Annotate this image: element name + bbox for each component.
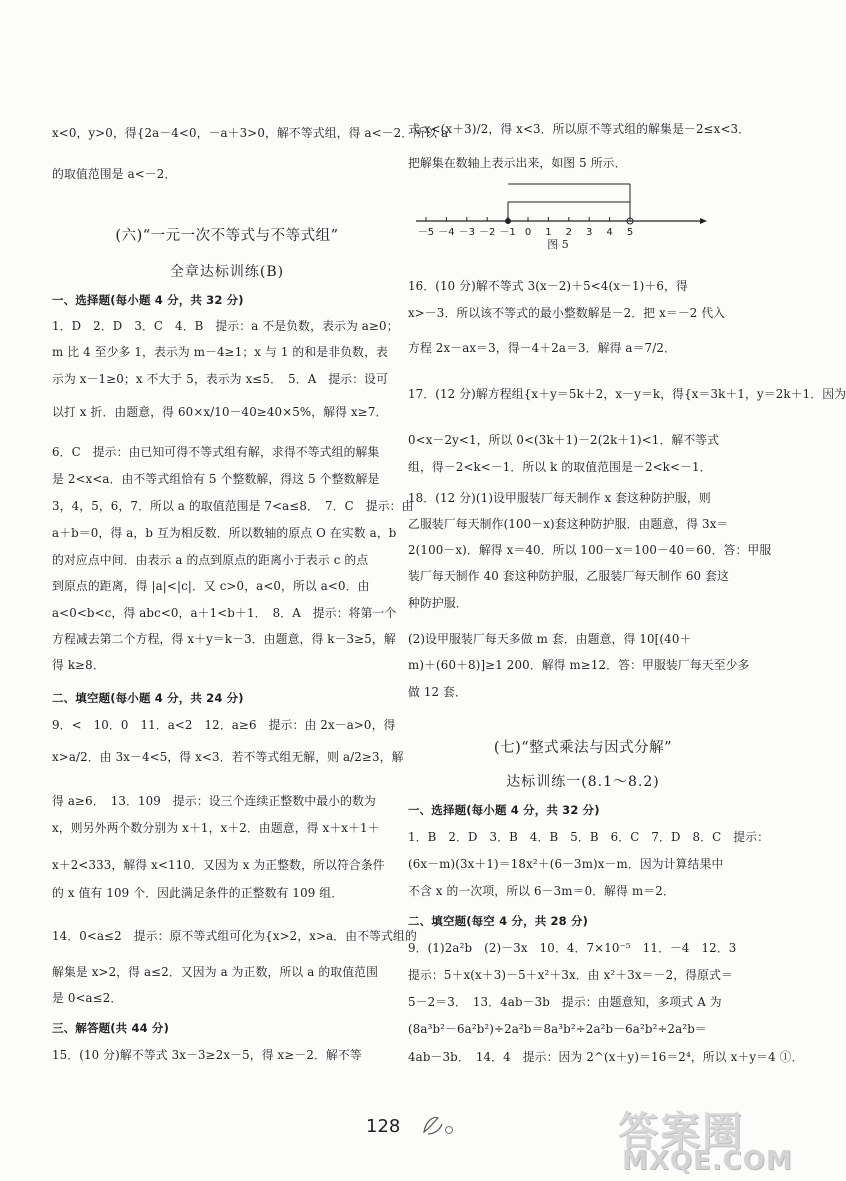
text-line: 以打 x 折．由题意，得 60×x/10－40≥40×5%，解得 x≥7． <box>52 405 388 419</box>
text-line: 示为 x－1≥0；x 不大于 5，表示为 x≤5． 5．A 提示：设可 <box>52 372 389 386</box>
text-line: m 比 4 至少多 1，表示为 m－4≥1；x 与 1 的和是非负数，表 <box>52 345 388 359</box>
text-line: 18．(12 分)(1)设甲服装厂每天制作 x 套这种防护服，则 <box>408 491 711 505</box>
tick-marks <box>426 217 630 221</box>
tick-label: －2 <box>479 227 496 238</box>
tick-label: －4 <box>438 227 455 238</box>
text-line: 种防护服． <box>408 596 468 610</box>
text-line: 解集是 x>2，得 a≤2．又因为 a 为正数，所以 a 的取值范围 <box>52 965 379 979</box>
text-line: 提示：5＋x(x＋3)－5＋x²＋3x．由 x²＋3x＝－2，得原式＝ <box>408 968 733 982</box>
text-line: x>－3．所以该不等式的最小整数解是－2．把 x＝－2 代入 <box>408 306 726 320</box>
text-line: 9．(1)2a²b (2)－3x 10．4．7×10⁻⁵ 11．－4 12．3 <box>408 941 737 955</box>
text-line: 是 0<a≤2． <box>52 991 123 1005</box>
leaf-ornament-icon <box>420 1112 456 1138</box>
tick-label: －3 <box>458 227 475 238</box>
text-line: 4ab－3b． 14．4 提示：因为 2^(x＋y)＝16＝2⁴，所以 x＋y＝4 ①． <box>408 1050 804 1064</box>
section-heading: (六)“一元一次不等式与不等式组” <box>115 228 339 244</box>
watermark-text: 答案圈 <box>618 1109 744 1155</box>
text-line: 式 x<(x＋3)/2，得 x<3．所以原不等式组的解集是－2≤x<3． <box>408 122 751 136</box>
text-line: 组，得－2<k<－1．所以 k 的取值范围是－2<k<－1． <box>408 460 712 474</box>
tick-label: －5 <box>417 227 435 238</box>
tick-label: －1 <box>499 227 516 238</box>
question-type-heading: 二、填空题(每小题 4 分，共 24 分) <box>52 691 244 705</box>
text-line: 16．(10 分)解不等式 3(x－2)＋5<4(x－1)＋6，得 <box>408 279 688 293</box>
text-line: 的对应点中间．由表示 a 的点到原点的距离小于表示 c 的点 <box>52 553 369 567</box>
question-type-heading: 一、选择题(每小题 4 分，共 32 分) <box>408 803 600 817</box>
text-line: 17．(12 分)解方程组{x＋y＝5k＋2，x－y＝k，得{x＝3k＋1，y＝2k＋1．因为 <box>408 387 846 401</box>
text-line: 把解集在数轴上表示出来，如图 5 所示． <box>408 156 627 170</box>
text-line: 方程减去第二个方程，得 x＋y＝k－3．由题意，得 k－3≥5，解 <box>52 632 396 646</box>
text-line: 9．< 10．0 11．a<2 12．a≥6 提示：由 2x－a>0，得 <box>52 718 396 732</box>
text-line: 0<x－2y<1，所以 0<(3k＋1)－2(2k＋1)<1．解不等式 <box>408 433 720 447</box>
text-line: x＋2<333，解得 x<110．又因为 x 为正整数，所以符合条件 <box>52 858 385 872</box>
section-subheading: 达标训练一(8.1～8.2) <box>506 774 660 790</box>
question-type-heading: 三、解答题(共 44 分) <box>52 1021 169 1035</box>
text-line: 方程 2x－ax＝3，得－4＋2a＝3．解得 a＝7/2． <box>408 341 676 355</box>
section-heading: (七)“整式乘法与因式分解” <box>493 740 673 756</box>
text-line: 5－2＝3． 13．4ab－3b 提示：由题意知，多项式 A 为 <box>408 995 722 1009</box>
text-line: 2(100－x)．解得 x＝40．所以 100－x＝100－40＝60．答：甲服 <box>408 543 772 557</box>
text-line: m)＋(60＋8)]≥1 200．解得 m≥12．答：甲服装厂每天至少多 <box>408 658 750 672</box>
text-line: 1．B 2．D 3．B 4．B 5．B 6．C 7．D 8．C 提示： <box>408 830 770 844</box>
text-line: 3，4，5，6，7．所以 a 的取值范围是 7<a≤8． 7．C 提示：由 <box>52 499 414 513</box>
page-number: 128 <box>366 1116 401 1137</box>
question-type-heading: 一、选择题(每小题 4 分，共 32 分) <box>52 293 244 307</box>
tick-label: 1 <box>545 227 552 238</box>
text-line: x<0，y>0，得{2a－4<0，－a＋3>0，解不等式组，得 a<－2．所以 a <box>52 126 449 140</box>
text-line: x>a/2．由 3x－4<5，得 x<3．若不等式组无解，则 a/2≥3，解 <box>52 750 404 764</box>
arrow-head <box>700 218 707 224</box>
text-line: 到原点的距离，得 |a|<|c|．又 c>0，a<0，所以 a<0．由 <box>52 579 370 593</box>
text-line: 的取值范围是 a<－2． <box>52 167 177 181</box>
watermark-logo <box>618 1100 793 1178</box>
text-line: 乙服装厂每天制作(100－x)套这种防护服．由题意，得 3x＝ <box>408 517 729 531</box>
text-line: 得 k≥8． <box>52 658 105 672</box>
tick-label: 4 <box>606 227 613 238</box>
text-line: 是 2<x<a．由不等式组恰有 5 个整数解，得这 5 个整数解是 <box>52 472 380 486</box>
text-line: 装厂每天制作 40 套这种防护服，乙服装厂每天制作 60 套这 <box>408 569 730 583</box>
text-line: 得 a≥6． 13．109 提示：设三个连续正整数中最小的数为 <box>52 794 376 808</box>
section-subheading: 全章达标训练(B) <box>169 264 285 280</box>
text-line: a＋b＝0，得 a，b 互为相反数．所以数轴的原点 O 在实数 a，b <box>52 526 397 540</box>
text-line: (2)设甲服装厂每天多做 m 套．由题意，得 10[(40＋ <box>408 632 692 646</box>
text-line: 14．0<a≤2 提示：原不等式组可化为{x>2，x>a．由不等式组的 <box>52 929 417 943</box>
text-line: 做 12 套． <box>408 685 467 699</box>
text-line: x，则另外两个数分别为 x＋1，x＋2．由题意，得 x＋x＋1＋ <box>52 821 380 835</box>
number-line-figure <box>408 178 708 238</box>
tick-label: 3 <box>586 227 593 238</box>
text-line: 6．C 提示：由已知可得不等式组有解，求得不等式组的解集 <box>52 445 380 459</box>
text-line: 15．(10 分)解不等式 3x－3≥2x－5，得 x≥－2．解不等 <box>52 1048 362 1062</box>
text-line: 不含 x 的一次项，所以 6－3m＝0．解得 m＝2． <box>408 884 675 898</box>
watermark-url: MXQE.COM <box>622 1146 793 1176</box>
text-line: 的 x 值有 109 个．因此满足条件的正整数有 109 组． <box>52 886 344 900</box>
tick-label: 5 <box>626 227 634 238</box>
text-line: 1．D 2．D 3．C 4．B 提示：a 不是负数，表示为 a≥0； <box>52 319 399 333</box>
text-line: (6x－m)(3x＋1)＝18x²＋(6－3m)x－m．因为计算结果中 <box>408 857 724 871</box>
tick-label: 2 <box>565 227 572 238</box>
figure-caption: 图 5 <box>547 238 569 251</box>
question-type-heading: 二、填空题(每空 4 分，共 28 分) <box>408 914 589 928</box>
text-line: (8a³b²－6a²b²)÷2a²b＝8a³b²÷2a²b－6a²b²÷2a²b＝ <box>408 1022 707 1036</box>
tick-label: 0 <box>524 227 532 238</box>
tick-labels <box>418 227 633 238</box>
text-line: a<0<b<c，得 abc<0，a＋1<b＋1． 8．A 提示：将第一个 <box>52 606 397 620</box>
